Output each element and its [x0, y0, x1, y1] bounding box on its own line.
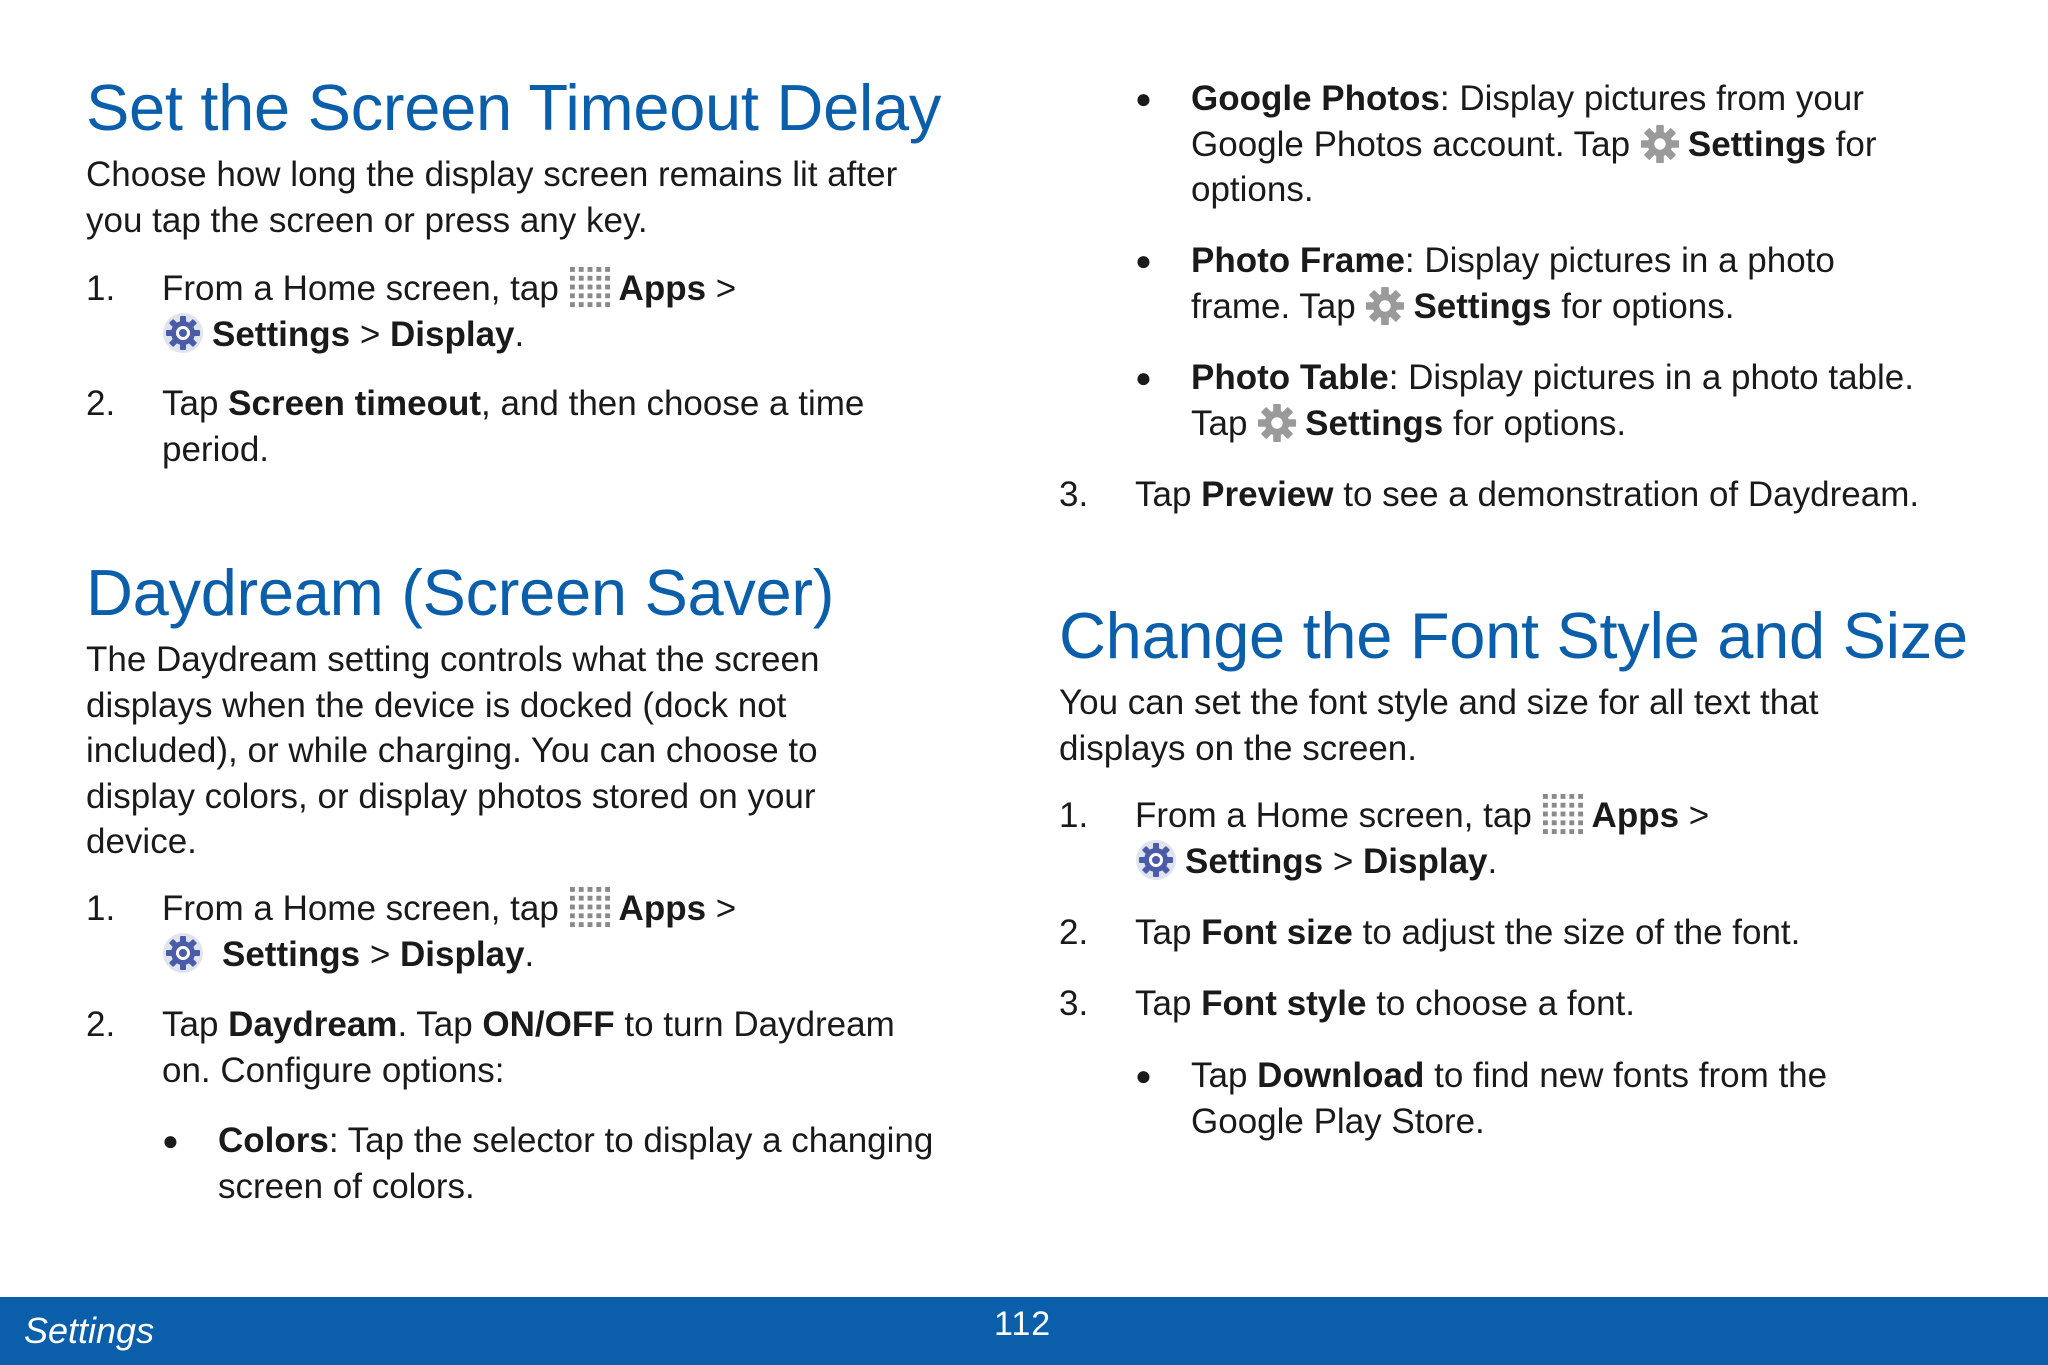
settings-app-icon: [162, 932, 204, 974]
step-number: 3.: [1059, 475, 1089, 514]
separator: >: [1688, 796, 1710, 835]
intro-line: Choose how long the display screen remains lit after: [86, 155, 898, 194]
step-text: Tap: [162, 1005, 219, 1044]
bullet-text: Google Play Store.: [1191, 1101, 1485, 1141]
apps-grid-icon: [569, 266, 611, 308]
bullet-dot: ●: [1135, 362, 1152, 393]
photo-frame-label: Photo Frame: [1191, 241, 1405, 280]
daydream-label: Daydream: [228, 1005, 398, 1044]
intro-line: you tap the screen or press any key.: [86, 200, 648, 240]
step-2-timeout: [86, 381, 1062, 472]
apps-label: Apps: [618, 269, 707, 308]
intro-line: display colors, or display photos stored on your: [86, 776, 816, 816]
intro-line: displays when the device is docked (dock not: [86, 685, 787, 725]
step-text: to choose a font.: [1376, 984, 1635, 1023]
step-number: 1.: [1059, 796, 1089, 835]
bullet-text: : Tap the selector to display a changing: [328, 1121, 934, 1160]
step-number: 1.: [86, 269, 116, 308]
section-daydream: [86, 553, 834, 865]
apps-grid-icon: [1542, 793, 1584, 835]
step-text: Tap: [162, 384, 219, 423]
step-2-daydream: [86, 1002, 1062, 1093]
settings-label: Settings: [1687, 124, 1826, 164]
step-text: Tap: [1135, 913, 1192, 952]
separator: >: [715, 269, 737, 308]
bullet-text: for options.: [1561, 286, 1735, 326]
bullet-text: screen of colors.: [218, 1166, 475, 1206]
bullet-text: for: [1835, 124, 1877, 164]
step-1-daydream: [86, 886, 1062, 977]
step-3-preview: [1059, 472, 2048, 518]
bullet-dot: ●: [1135, 83, 1152, 114]
on-off-label: ON/OFF: [482, 1005, 615, 1044]
punctuation: .: [524, 934, 535, 974]
separator: >: [359, 314, 381, 354]
bullet-download: [1135, 1053, 2048, 1144]
bullet-photo-table: [1135, 355, 2048, 446]
intro-line: device.: [86, 822, 197, 861]
settings-label: Settings: [212, 314, 351, 354]
step-text: From a Home screen, tap: [162, 269, 559, 308]
step-number: 3.: [1059, 984, 1089, 1023]
settings-label: Settings: [1305, 403, 1444, 443]
section-font: [1059, 596, 1968, 771]
bullet-colors: [162, 1118, 1098, 1209]
font-size-label: Font size: [1201, 913, 1353, 952]
step-text: on. Configure options:: [162, 1050, 505, 1090]
punctuation: .: [1487, 841, 1498, 881]
heading-daydream: Daydream (Screen Saver): [86, 556, 835, 629]
intro-line: The Daydream setting controls what the screen: [86, 640, 820, 679]
settings-label: Settings: [222, 934, 361, 974]
settings-app-icon: [1135, 839, 1177, 881]
step-text: Tap: [1135, 984, 1192, 1023]
bullet-text: Tap: [1191, 1056, 1248, 1095]
step-text: , and then choose a time: [481, 384, 865, 423]
intro-font: [1059, 680, 1968, 771]
step-number: 2.: [86, 384, 116, 423]
punctuation: .: [514, 314, 525, 354]
bullet-text: for options.: [1452, 403, 1627, 443]
bullet-google-photos: [1135, 76, 2048, 213]
step-2-font: [1059, 910, 2035, 956]
separator: >: [369, 934, 391, 974]
bullet-text: : Display pictures in a photo: [1404, 241, 1835, 280]
settings-label: Settings: [1413, 286, 1552, 326]
download-label: Download: [1257, 1056, 1425, 1095]
bullet-dot: ●: [162, 1125, 179, 1156]
bullet-dot: ●: [1135, 1060, 1152, 1091]
apps-label: Apps: [618, 889, 707, 928]
footer-section-name: Settings: [24, 1310, 155, 1351]
bullet-text: to find new fonts from the: [1434, 1056, 1828, 1095]
screen-timeout-label: Screen timeout: [228, 384, 482, 423]
step-1-timeout: [86, 266, 1062, 357]
google-photos-label: Google Photos: [1191, 79, 1440, 118]
step-text: period.: [162, 429, 270, 469]
bullet-text: : Display pictures from your: [1439, 79, 1864, 118]
display-label: Display: [400, 934, 525, 974]
step-text: to see a demonstration of Daydream.: [1343, 475, 1920, 514]
page-number: 112: [994, 1305, 1052, 1343]
section-screen-timeout: [86, 68, 941, 243]
bullet-dot: ●: [1135, 245, 1152, 276]
separator: >: [1332, 841, 1354, 881]
gear-icon: [1640, 124, 1680, 164]
settings-app-icon: [162, 312, 204, 354]
bullet-text: frame. Tap: [1191, 286, 1356, 326]
intro-line: You can set the font style and size for all text that: [1059, 683, 1819, 722]
preview-label: Preview: [1201, 475, 1334, 514]
gear-icon: [1365, 286, 1405, 326]
step-number: 2.: [1059, 913, 1089, 952]
step-number: 1.: [86, 889, 116, 928]
display-label: Display: [1363, 841, 1488, 881]
heading-screen-timeout: Set the Screen Timeout Delay: [86, 71, 942, 144]
colors-label: Colors: [218, 1121, 329, 1160]
separator: >: [715, 889, 737, 928]
step-text: From a Home screen, tap: [162, 889, 559, 928]
step-text: Tap: [1135, 475, 1192, 514]
intro-daydream: [86, 637, 834, 865]
apps-grid-icon: [569, 886, 611, 928]
intro-line: included), or while charging. You can choose to: [86, 731, 818, 770]
intro-line: displays on the screen.: [1059, 728, 1417, 768]
bullet-text: Tap: [1191, 403, 1248, 443]
page-footer: [0, 1297, 2048, 1365]
display-label: Display: [390, 314, 515, 354]
heading-font-style-size: Change the Font Style and Size: [1059, 599, 1968, 672]
photo-table-label: Photo Table: [1191, 358, 1389, 397]
step-text: to turn Daydream: [624, 1005, 895, 1044]
bullet-text: Google Photos account. Tap: [1191, 124, 1631, 164]
intro-screen-timeout: [86, 152, 941, 243]
settings-label: Settings: [1185, 841, 1324, 881]
step-number: 2.: [86, 1005, 116, 1044]
font-style-label: Font style: [1201, 984, 1367, 1023]
gear-icon: [1257, 403, 1297, 443]
bullet-photo-frame: [1135, 238, 2048, 329]
step-text: From a Home screen, tap: [1135, 796, 1532, 835]
bullet-text: options.: [1191, 170, 1314, 209]
step-1-font: [1059, 793, 2035, 884]
bullet-text: : Display pictures in a photo table.: [1388, 358, 1914, 397]
step-text: . Tap: [397, 1005, 473, 1044]
step-text: to adjust the size of the font.: [1362, 913, 1801, 952]
step-3-font: [1059, 981, 2035, 1027]
apps-label: Apps: [1591, 796, 1680, 835]
